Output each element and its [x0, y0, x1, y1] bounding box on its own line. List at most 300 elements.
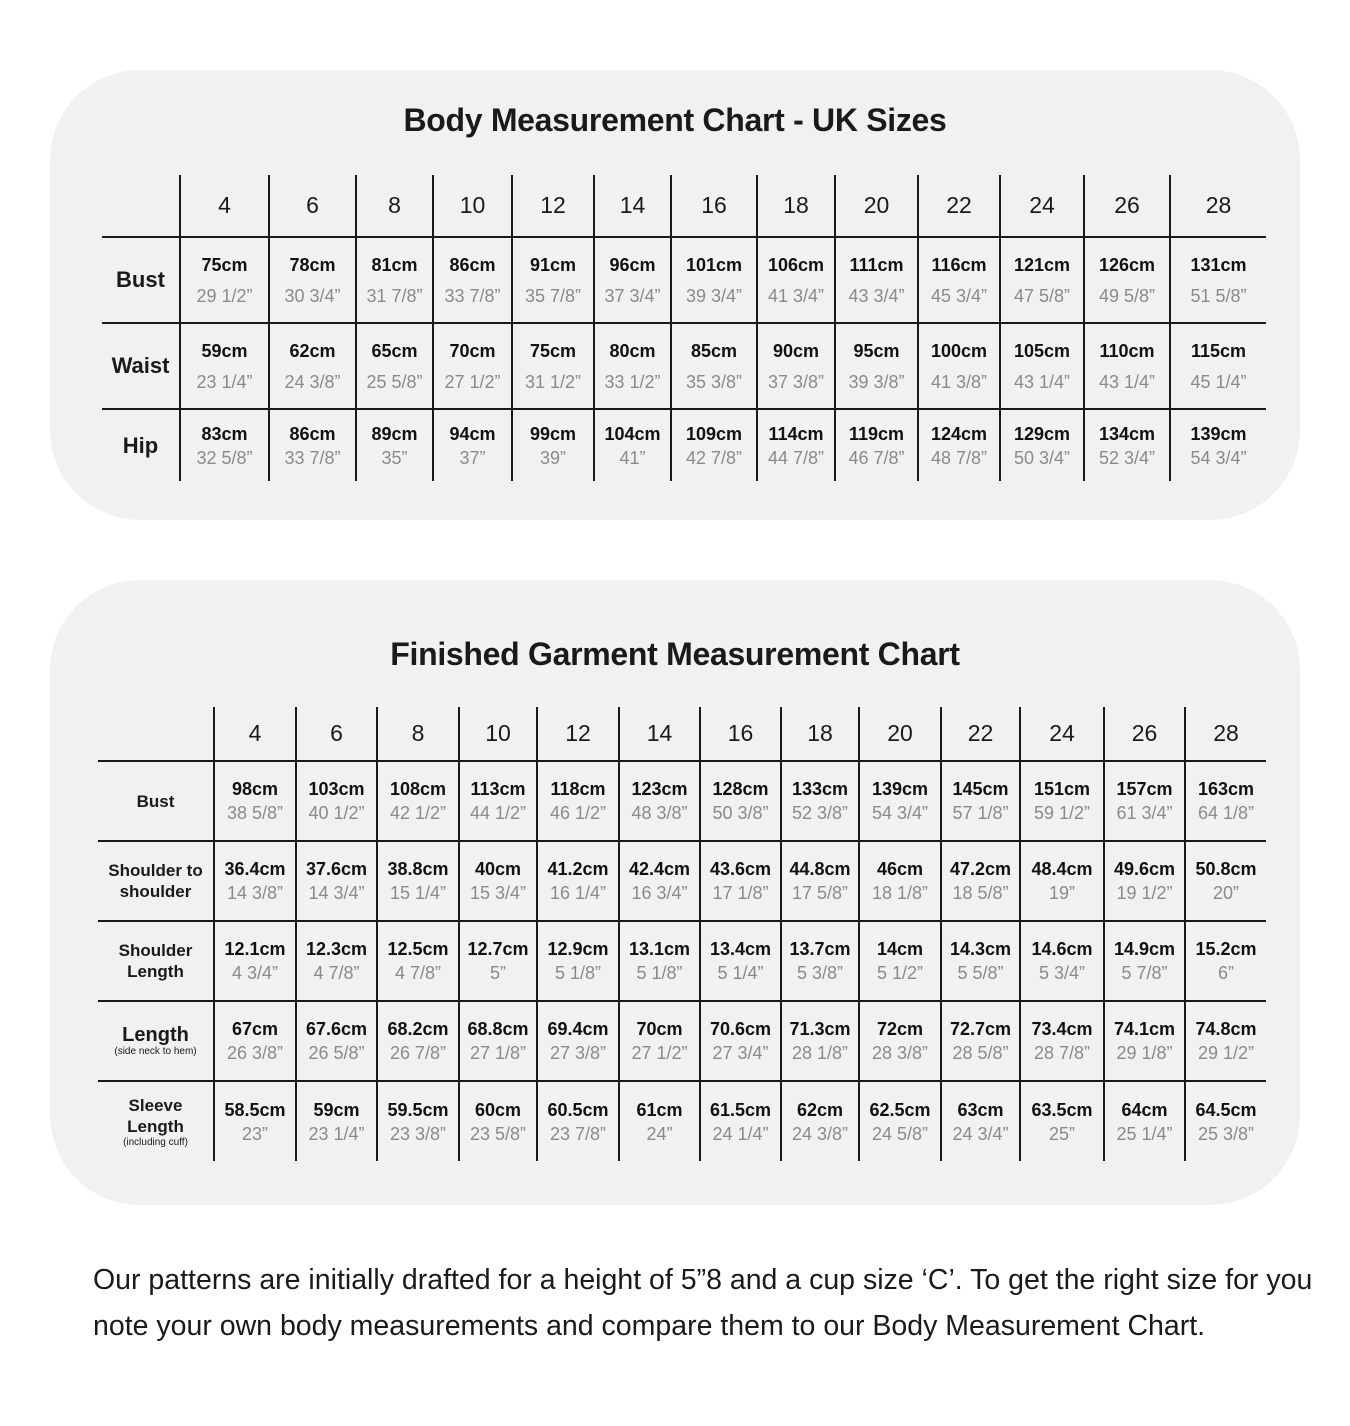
corner-cell [98, 707, 214, 761]
row-label [98, 1081, 214, 1161]
measurement-row [98, 761, 1266, 841]
inch-value: 52 3/8” [791, 803, 849, 823]
cm-value: 38.8cm [387, 859, 449, 879]
size-header: 12 [537, 707, 619, 761]
row-label-text: Bust [136, 791, 175, 811]
measurement-cell [1084, 409, 1170, 481]
inch-value: 38 5/8” [226, 803, 284, 823]
cm-value: 145cm [952, 779, 1009, 799]
measurement-cell [1170, 409, 1266, 481]
inch-value: 33 7/8” [284, 447, 341, 468]
cm-value: 70.6cm [709, 1019, 772, 1039]
cm-value: 133cm [791, 779, 849, 799]
measurement-cell [377, 841, 459, 921]
inch-value: 23 1/4” [308, 1123, 365, 1144]
measurement-cell [537, 761, 619, 841]
measurement-cell [835, 323, 918, 409]
measurement-cell [859, 1081, 941, 1161]
measurement-cell [459, 1001, 537, 1081]
size-header: 26 [1104, 707, 1185, 761]
measurement-cell [941, 761, 1020, 841]
size-header: 10 [433, 175, 512, 237]
cm-value: 63.5cm [1031, 1099, 1093, 1120]
measurement-cell [781, 841, 859, 921]
measurement-cell [700, 1001, 781, 1081]
cm-value: 41.2cm [547, 859, 609, 879]
garment-measurement-table [98, 707, 1266, 1161]
cm-value: 131cm [1190, 254, 1247, 275]
inch-value: 27 1/2” [444, 371, 501, 392]
cm-value: 99cm [529, 423, 577, 444]
cm-value: 70cm [449, 340, 496, 361]
inch-value: 27 3/4” [712, 1043, 769, 1063]
measurement-cell [619, 921, 700, 1001]
inch-value: 27 1/8” [469, 1043, 527, 1063]
inch-value: 50 3/8” [712, 803, 769, 823]
cm-value: 129cm [1013, 423, 1071, 444]
inch-value: 14 3/4” [308, 883, 365, 903]
row-label [102, 323, 180, 409]
inch-value: 25” [1048, 1123, 1075, 1144]
measurement-cell [537, 841, 619, 921]
size-header: 14 [619, 707, 700, 761]
row-label-text: Shoulder to shoulder [108, 861, 203, 901]
cm-value: 36.4cm [224, 859, 286, 879]
inch-value: 24 1/4” [712, 1123, 769, 1144]
measurement-cell [859, 841, 941, 921]
cm-value: 62cm [796, 1099, 844, 1120]
measurement-cell [537, 1081, 619, 1161]
measurement-cell [781, 921, 859, 1001]
measurement-cell [1020, 841, 1104, 921]
measurement-cell [512, 323, 594, 409]
row-label [98, 921, 214, 1001]
measurement-cell [377, 761, 459, 841]
row-label [102, 237, 180, 323]
cm-value: 65cm [371, 340, 418, 361]
inch-value: 35 7/8” [524, 285, 582, 306]
measurement-cell [941, 1001, 1020, 1081]
cm-value: 116cm [931, 254, 987, 275]
measurement-cell [459, 841, 537, 921]
measurement-cell [269, 323, 356, 409]
cm-value: 67.6cm [305, 1019, 368, 1039]
inch-value: 16 1/4” [549, 883, 607, 903]
measurement-cell [459, 1081, 537, 1161]
measurement-cell [296, 841, 377, 921]
inch-value: 19 1/2” [1116, 883, 1173, 903]
measurement-row [98, 1081, 1266, 1161]
inch-value: 5” [489, 963, 506, 983]
cm-value: 128cm [712, 779, 769, 799]
inch-value: 42 7/8” [685, 447, 743, 468]
measurement-cell [1020, 1001, 1104, 1081]
cm-value: 48.4cm [1031, 859, 1093, 879]
cm-value: 103cm [308, 779, 365, 799]
measurement-cell [757, 409, 835, 481]
inch-value: 20” [1212, 883, 1239, 903]
measurement-cell [296, 921, 377, 1001]
measurement-cell [1170, 237, 1266, 323]
row-label [98, 841, 214, 921]
measurement-cell [619, 841, 700, 921]
measurement-cell [1104, 921, 1185, 1001]
size-header-row [98, 707, 1266, 761]
inch-value: 19” [1048, 883, 1075, 903]
inch-value: 15 3/4” [469, 883, 527, 903]
measurement-cell [1084, 323, 1170, 409]
cm-value: 49.6cm [1113, 859, 1176, 879]
inch-value: 33 7/8” [444, 285, 501, 306]
measurement-cell [671, 409, 757, 481]
size-header-row [102, 175, 1266, 237]
cm-value: 151cm [1033, 779, 1091, 799]
measurement-cell [619, 761, 700, 841]
measurement-cell [781, 761, 859, 841]
inch-value: 4 3/4” [231, 963, 279, 983]
inch-value: 32 5/8” [196, 447, 253, 468]
measurement-cell [1084, 237, 1170, 323]
cm-value: 12.7cm [467, 939, 529, 959]
inch-value: 28 7/8” [1033, 1043, 1091, 1063]
measurement-cell [594, 323, 671, 409]
measurement-cell [700, 841, 781, 921]
inch-value: 23 3/8” [389, 1123, 447, 1144]
cm-value: 134cm [1098, 423, 1156, 444]
cm-value: 12.1cm [224, 939, 286, 959]
inch-value: 17 1/8” [712, 883, 769, 903]
measurement-cell [377, 1081, 459, 1161]
inch-value: 45 3/4” [930, 285, 988, 306]
cm-value: 69.4cm [547, 1019, 609, 1039]
measurement-cell [619, 1001, 700, 1081]
inch-value: 24 5/8” [871, 1123, 929, 1144]
inch-value: 23 7/8” [549, 1123, 607, 1144]
cm-value: 63cm [957, 1099, 1004, 1120]
inch-value: 41 3/4” [767, 285, 825, 306]
row-label [98, 761, 214, 841]
cm-value: 61cm [636, 1099, 683, 1120]
size-header: 22 [941, 707, 1020, 761]
measurement-cell [269, 409, 356, 481]
measurement-cell [619, 1081, 700, 1161]
row-label-text: Waist [111, 353, 170, 378]
measurement-cell [214, 1001, 296, 1081]
cm-value: 15.2cm [1195, 939, 1257, 959]
cm-value: 68.8cm [467, 1019, 529, 1039]
row-label [98, 1001, 214, 1081]
cm-value: 74.8cm [1195, 1019, 1257, 1039]
measurement-cell [296, 1001, 377, 1081]
inch-value: 44 7/8” [767, 447, 825, 468]
inch-value: 48 7/8” [930, 447, 988, 468]
size-header: 28 [1170, 175, 1266, 237]
cm-value: 43.6cm [709, 859, 772, 879]
cm-value: 14cm [876, 939, 924, 959]
row-label-text: Sleeve Length [127, 1095, 184, 1136]
size-header: 4 [180, 175, 269, 237]
measurement-cell [1104, 841, 1185, 921]
measurement-cell [859, 1001, 941, 1081]
inch-value: 35 3/8” [685, 371, 743, 392]
measurement-row [102, 409, 1266, 481]
size-header: 20 [835, 175, 918, 237]
cm-value: 60.5cm [547, 1099, 609, 1120]
cm-value: 101cm [685, 254, 743, 275]
measurement-cell [859, 761, 941, 841]
inch-value: 24 3/4” [952, 1123, 1009, 1144]
inch-value: 64 1/8” [1197, 803, 1255, 823]
cm-value: 109cm [685, 423, 743, 444]
inch-value: 26 3/8” [226, 1043, 284, 1063]
inch-value: 6” [1217, 963, 1234, 983]
cm-value: 123cm [631, 779, 688, 799]
inch-value: 47 5/8” [1013, 285, 1071, 306]
cm-value: 12.3cm [305, 939, 368, 959]
measurement-cell [1185, 1081, 1266, 1161]
cm-value: 72cm [876, 1019, 924, 1039]
measurement-cell [180, 409, 269, 481]
cm-value: 90cm [772, 340, 820, 361]
measurement-cell [1185, 1001, 1266, 1081]
cm-value: 44.8cm [789, 859, 851, 879]
measurement-cell [594, 409, 671, 481]
inch-value: 27 1/2” [631, 1043, 688, 1063]
cm-value: 12.9cm [547, 939, 609, 959]
cm-value: 163cm [1197, 779, 1255, 799]
cm-value: 14.3cm [949, 939, 1012, 959]
measurement-cell [835, 409, 918, 481]
cm-value: 85cm [690, 340, 738, 361]
body-chart-title: Body Measurement Chart - UK Sizes [403, 102, 947, 138]
measurement-cell [1020, 921, 1104, 1001]
measurement-cell [781, 1001, 859, 1081]
measurement-cell [1104, 1001, 1185, 1081]
measurement-cell [941, 1081, 1020, 1161]
row-label-text: Bust [116, 267, 165, 292]
inch-value: 37” [459, 447, 486, 468]
measurement-cell [918, 323, 1000, 409]
size-header: 18 [757, 175, 835, 237]
measurement-cell [512, 237, 594, 323]
cm-value: 96cm [609, 254, 656, 275]
body-measurement-table [102, 175, 1266, 481]
inch-value: 5 3/8” [796, 963, 844, 983]
inch-value: 28 1/8” [791, 1043, 849, 1063]
size-header: 14 [594, 175, 671, 237]
measurement-cell [356, 409, 433, 481]
inch-value: 4 7/8” [313, 963, 360, 983]
inch-value: 37 3/4” [604, 285, 661, 306]
size-header: 6 [269, 175, 356, 237]
size-header: 16 [700, 707, 781, 761]
inch-value: 5 1/8” [636, 963, 683, 983]
cm-value: 106cm [767, 254, 825, 275]
cm-value: 14.9cm [1113, 939, 1176, 959]
measurement-cell [537, 921, 619, 1001]
inch-value: 15 1/4” [389, 883, 447, 903]
size-header: 8 [356, 175, 433, 237]
cm-value: 64.5cm [1195, 1099, 1257, 1120]
measurement-cell [594, 237, 671, 323]
inch-value: 24 3/8” [791, 1123, 849, 1144]
size-header: 18 [781, 707, 859, 761]
cm-value: 114cm [768, 423, 824, 444]
cm-value: 95cm [853, 340, 900, 361]
measurement-row [98, 1001, 1266, 1081]
inch-value: 18 5/8” [952, 883, 1009, 903]
measurement-cell [700, 1081, 781, 1161]
measurement-cell [433, 323, 512, 409]
inch-value: 5 5/8” [957, 963, 1004, 983]
inch-value: 24” [646, 1123, 673, 1144]
measurement-cell [1104, 761, 1185, 841]
cm-value: 46cm [876, 859, 924, 879]
size-header: 22 [918, 175, 1000, 237]
inch-value: 5 7/8” [1121, 963, 1168, 983]
inch-value: 27 3/8” [549, 1043, 607, 1063]
measurement-cell [296, 1081, 377, 1161]
measurement-cell [214, 1081, 296, 1161]
measurement-cell [671, 323, 757, 409]
cm-value: 78cm [289, 254, 336, 275]
size-header: 16 [671, 175, 757, 237]
measurement-cell [918, 237, 1000, 323]
cm-value: 14.6cm [1031, 939, 1093, 959]
cm-value: 100cm [930, 340, 988, 361]
inch-value: 49 5/8” [1098, 285, 1156, 306]
inch-value: 41 3/8” [930, 371, 988, 392]
inch-value: 44 1/2” [469, 803, 527, 823]
inch-value: 25 1/4” [1116, 1123, 1173, 1144]
cm-value: 37.6cm [305, 859, 368, 879]
cm-value: 81cm [371, 254, 418, 275]
inch-value: 41” [619, 447, 646, 468]
cm-value: 119cm [848, 423, 905, 444]
measurement-cell [781, 1081, 859, 1161]
row-label-text: Length [122, 1023, 189, 1046]
inch-value: 26 5/8” [308, 1043, 365, 1063]
cm-value: 75cm [529, 340, 577, 361]
measurement-cell [356, 323, 433, 409]
inch-value: 4 7/8” [394, 963, 442, 983]
corner-cell [102, 175, 180, 237]
row-sublabel: (side neck to hem) [114, 1045, 197, 1057]
cm-value: 139cm [871, 779, 929, 799]
measurement-cell [859, 921, 941, 1001]
cm-value: 98cm [231, 779, 279, 799]
cm-value: 13.4cm [709, 939, 772, 959]
row-label-text: Hip [122, 432, 159, 458]
cm-value: 91cm [529, 254, 577, 275]
measurement-cell [269, 237, 356, 323]
measurement-cell [1020, 1081, 1104, 1161]
cm-value: 86cm [289, 423, 336, 444]
inch-value: 57 1/8” [952, 803, 1009, 823]
measurement-cell [757, 237, 835, 323]
cm-value: 104cm [604, 423, 661, 444]
measurement-cell [214, 921, 296, 1001]
inch-value: 46 7/8” [848, 447, 905, 468]
cm-value: 62cm [289, 340, 336, 361]
cm-value: 59cm [313, 1099, 360, 1120]
measurement-cell [214, 761, 296, 841]
measurement-cell [356, 237, 433, 323]
cm-value: 12.5cm [387, 939, 449, 959]
inch-value: 29 1/2” [196, 285, 253, 306]
measurement-cell [1000, 323, 1084, 409]
inch-value: 43 1/4” [1013, 371, 1071, 392]
measurement-cell [459, 761, 537, 841]
cm-value: 62.5cm [869, 1099, 931, 1120]
inch-value: 5 3/4” [1038, 963, 1086, 983]
measurement-cell [1185, 761, 1266, 841]
body-measurement-card [50, 70, 1300, 520]
measurement-cell [1185, 841, 1266, 921]
measurement-cell [941, 921, 1020, 1001]
inch-value: 25 3/8” [1197, 1123, 1255, 1144]
inch-value: 48 3/8” [631, 803, 688, 823]
inch-value: 28 3/8” [871, 1043, 929, 1063]
measurement-cell [433, 237, 512, 323]
cm-value: 126cm [1098, 254, 1156, 275]
inch-value: 42 1/2” [389, 803, 447, 823]
measurement-cell [512, 409, 594, 481]
inch-value: 14 3/8” [226, 883, 284, 903]
measurement-cell [1020, 761, 1104, 841]
cm-value: 80cm [609, 340, 656, 361]
measurement-cell [1104, 1081, 1185, 1161]
cm-value: 42.4cm [628, 859, 691, 879]
size-header: 6 [296, 707, 377, 761]
inch-value: 61 3/4” [1116, 803, 1173, 823]
inch-value: 24 3/8” [284, 371, 341, 392]
measurement-cell [214, 841, 296, 921]
measurement-cell [835, 237, 918, 323]
cm-value: 105cm [1013, 340, 1071, 361]
inch-value: 17 5/8” [791, 883, 849, 903]
inch-value: 5 1/8” [554, 963, 602, 983]
size-header: 28 [1185, 707, 1266, 761]
inch-value: 30 3/4” [284, 285, 341, 306]
inch-value: 54 3/4” [1190, 447, 1247, 468]
cm-value: 118cm [550, 779, 606, 799]
measurement-cell [941, 841, 1020, 921]
cm-value: 13.1cm [628, 939, 691, 959]
cm-value: 59cm [201, 340, 248, 361]
cm-value: 68.2cm [387, 1019, 449, 1039]
cm-value: 139cm [1190, 423, 1247, 444]
measurement-cell [700, 761, 781, 841]
inch-value: 33 1/2” [604, 371, 661, 392]
measurement-cell [918, 409, 1000, 481]
cm-value: 110cm [1099, 340, 1155, 361]
cm-value: 67cm [231, 1019, 279, 1039]
inch-value: 45 1/4” [1190, 371, 1247, 392]
measurement-cell [700, 921, 781, 1001]
inch-value: 40 1/2” [308, 803, 365, 823]
measurement-cell [671, 237, 757, 323]
inch-value: 43 3/4” [848, 285, 905, 306]
inch-value: 52 3/4” [1098, 447, 1156, 468]
measurement-cell [757, 323, 835, 409]
measurement-cell [1185, 921, 1266, 1001]
inch-value: 29 1/2” [1197, 1043, 1255, 1063]
cm-value: 108cm [389, 779, 447, 799]
cm-value: 47.2cm [949, 859, 1012, 879]
measurement-cell [1170, 323, 1266, 409]
size-header: 10 [459, 707, 537, 761]
